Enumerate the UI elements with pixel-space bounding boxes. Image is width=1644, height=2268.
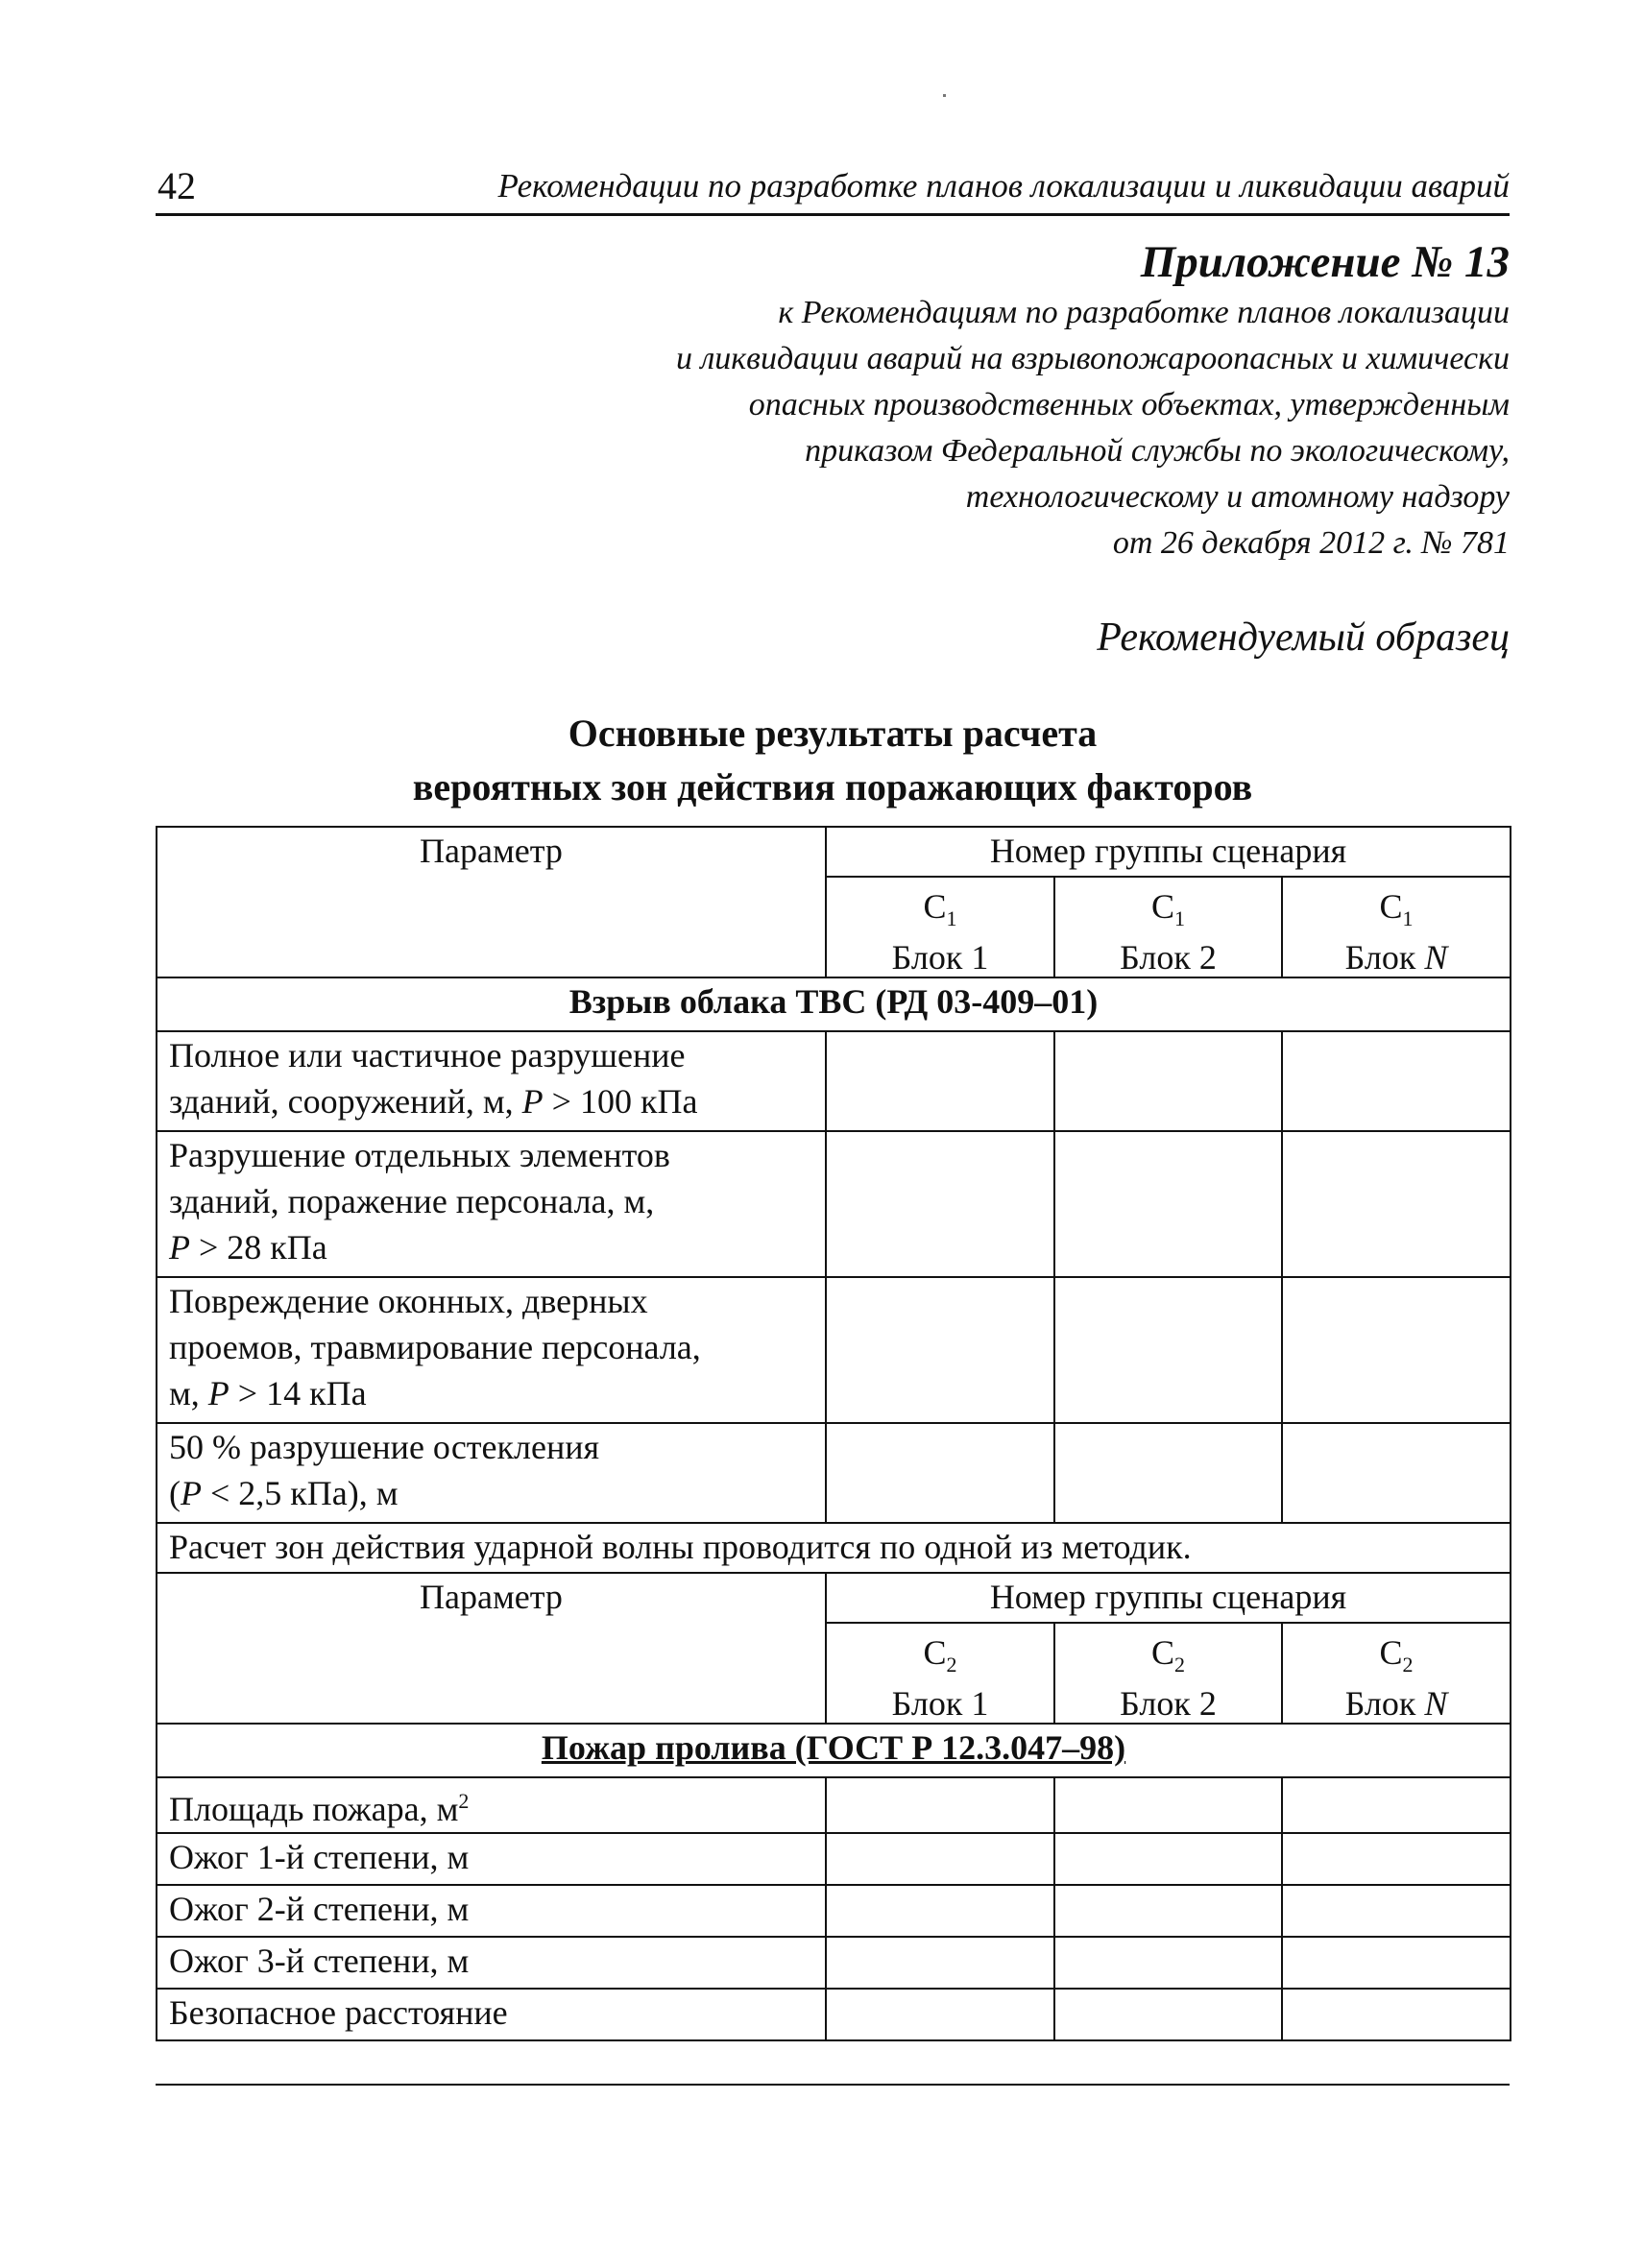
- value-cell: [1054, 1989, 1282, 2040]
- appendix-line: технологическому и атомному надзору: [965, 479, 1510, 515]
- value-cell: [1054, 1423, 1282, 1523]
- scenario-cell: $С_2$ Блок 2: [1054, 1623, 1282, 1724]
- table-row: [157, 1423, 1511, 1523]
- table-row: [157, 1131, 1511, 1277]
- value-cell: [826, 1131, 1054, 1277]
- page-header: [156, 163, 1510, 216]
- table-row: [157, 1777, 1511, 1833]
- scenario-cell: $С_2$ Блок 1: [826, 1623, 1054, 1724]
- block-label: Блок 2: [1120, 938, 1217, 977]
- table-row: [157, 1031, 1511, 1131]
- table-header-row: [157, 827, 1511, 877]
- value-cell: [826, 1989, 1054, 2040]
- value-cell: [1054, 1777, 1282, 1833]
- appendix-line: и ликвидации аварий на взрывопожароопасных и химически: [675, 341, 1510, 376]
- group-header: Номер группы сценария: [826, 1573, 1511, 1623]
- sample-label: Рекомендуемый образец: [1097, 615, 1510, 660]
- section-heading: Пожар пролива (ГОСТ Р 12.3.047–98): [157, 1724, 1511, 1777]
- scenario-cell: $С_1$ Блок 2: [1054, 877, 1282, 977]
- section-heading-row: [157, 1724, 1511, 1777]
- scenario-cell: $С_2$ Блок N: [1282, 1623, 1511, 1724]
- value-cell: [1282, 1131, 1511, 1277]
- parameter-cell: Безопасное расстояние: [157, 1989, 826, 2040]
- appendix-line: опасных производственных объектах, утвержденным: [748, 387, 1510, 422]
- title-line: вероятных зон действия поражающих факторов: [412, 765, 1253, 808]
- table-row: [157, 1277, 1511, 1423]
- results-table: [156, 826, 1511, 2041]
- value-cell: [826, 1031, 1054, 1131]
- block-label: Блок: [1344, 938, 1425, 977]
- title-line: Основные результаты расчета: [568, 712, 1098, 755]
- block-label: Блок 1: [891, 938, 989, 977]
- value-cell: [1282, 1777, 1511, 1833]
- value-cell: [1282, 1277, 1511, 1423]
- parameter-cell: Площадь пожара, $м^2$: [157, 1777, 826, 1833]
- method-note: Расчет зон действия ударной волны проводится по одной из методик.: [157, 1523, 1511, 1573]
- value-cell: [826, 1885, 1054, 1937]
- appendix-line: к Рекомендациям по разработке планов локализации: [778, 295, 1510, 330]
- param-header: Параметр: [157, 827, 826, 977]
- parameter-cell: Ожог 2-й степени, м: [157, 1885, 826, 1937]
- scan-speck: [943, 94, 946, 97]
- value-cell: [1282, 1423, 1511, 1523]
- section-heading: Взрыв облака ТВС (РД 03-409–01): [157, 977, 1511, 1031]
- block-label: Блок 1: [891, 1684, 989, 1724]
- value-cell: [826, 1777, 1054, 1833]
- parameter-cell: Повреждение оконных, дверных проемов, травмирование персонала, м, P > 14 кПа: [157, 1277, 826, 1423]
- appendix-line: от 26 декабря 2012 г. № 781: [1112, 525, 1510, 561]
- group-header: Номер группы сценария: [826, 827, 1511, 877]
- block-label: Блок: [1344, 1684, 1425, 1724]
- appendix-line: приказом Федеральной службы по экологическому,: [805, 433, 1510, 469]
- parameter-cell: 50 % разрушение остекления (P < 2,5 кПа), м: [157, 1423, 826, 1523]
- value-cell: [826, 1277, 1054, 1423]
- value-cell: [1282, 1833, 1511, 1885]
- value-cell: [1054, 1031, 1282, 1131]
- value-cell: [1054, 1277, 1282, 1423]
- value-cell: [1282, 1937, 1511, 1989]
- parameter-cell: Ожог 1-й степени, м: [157, 1833, 826, 1885]
- table-row: [157, 1885, 1511, 1937]
- table-row: [157, 1989, 1511, 2040]
- parameter-cell: Ожог 3-й степени, м: [157, 1937, 826, 1989]
- note-row: [157, 1523, 1511, 1573]
- value-cell: [826, 1423, 1054, 1523]
- scenario-cell: $С_1$ Блок 1: [826, 877, 1054, 977]
- block-label: Блок 2: [1120, 1684, 1217, 1724]
- appendix-reference: [676, 290, 1510, 567]
- value-cell: [1054, 1937, 1282, 1989]
- footer-rule: [156, 2084, 1510, 2086]
- table-row: [157, 1833, 1511, 1885]
- param-header: Параметр: [157, 1573, 826, 1724]
- document-title: [156, 707, 1510, 814]
- section-heading-row: [157, 977, 1511, 1031]
- running-title: Рекомендации по разработке планов локализации и ликвидации аварий: [497, 167, 1510, 205]
- table-row: [157, 1937, 1511, 1989]
- value-cell: [1282, 1989, 1511, 2040]
- scenario-cell: $С_1$ Блок N: [1282, 877, 1511, 977]
- page-number: 42: [157, 164, 196, 207]
- parameter-cell: Разрушение отдельных элементов зданий, поражение персонала, м, P > 28 кПа: [157, 1131, 826, 1277]
- value-cell: [826, 1937, 1054, 1989]
- value-cell: [1054, 1885, 1282, 1937]
- value-cell: [1054, 1833, 1282, 1885]
- value-cell: [1054, 1131, 1282, 1277]
- value-cell: [1282, 1885, 1511, 1937]
- appendix-title: Приложение № 13: [1140, 237, 1510, 287]
- value-cell: [826, 1833, 1054, 1885]
- value-cell: [1282, 1031, 1511, 1131]
- parameter-cell: Полное или частичное разрушение зданий, сооружений, м, P > 100 кПа: [157, 1031, 826, 1131]
- table-header-row: [157, 1573, 1511, 1623]
